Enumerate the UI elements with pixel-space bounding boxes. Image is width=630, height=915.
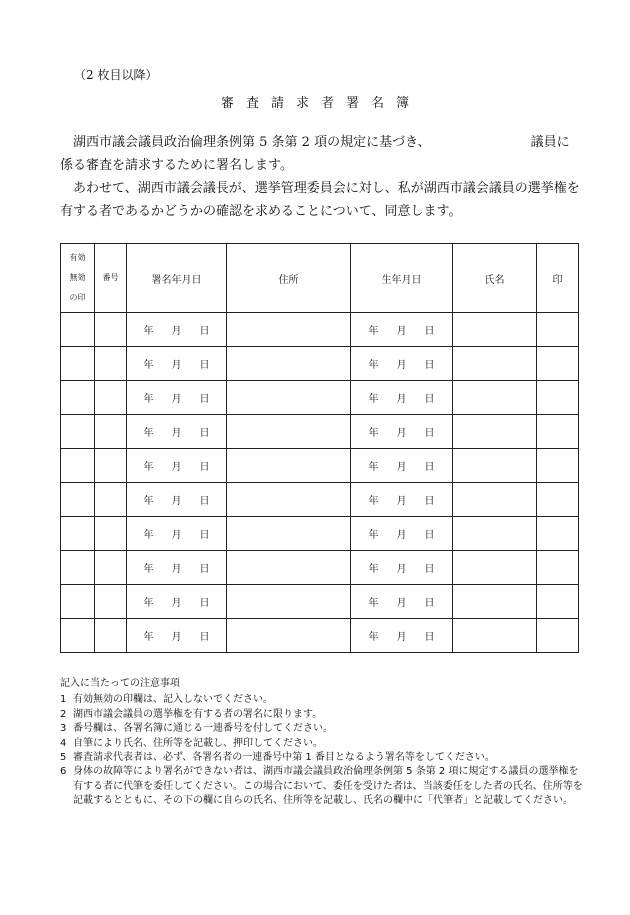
date-unit-month: 月: [396, 462, 407, 473]
date-units: [351, 628, 452, 643]
instruction-number: 6: [60, 766, 67, 778]
date-unit-month: 月: [171, 530, 182, 541]
date-unit-year: 年: [143, 496, 154, 507]
valid-invalid-seal-cell[interactable]: [61, 517, 95, 551]
instructions-heading: 記入に当たっての注意事項: [60, 678, 180, 689]
date-units: [351, 526, 452, 541]
header-address: 住所: [227, 244, 351, 313]
date-units: [351, 390, 452, 405]
date-unit-year: 年: [143, 394, 154, 405]
sheet-order-note: （2 枚目以降）: [74, 68, 158, 82]
number-cell[interactable]: [95, 347, 127, 381]
header-valid-line-1: 有効: [69, 253, 86, 262]
date-unit-month: 月: [171, 564, 182, 575]
date-unit-month: 月: [396, 564, 407, 575]
signed-date-cell[interactable]: [127, 483, 227, 517]
intro-paragraph-2: [60, 177, 580, 223]
date-unit-year: 年: [368, 598, 379, 609]
number-cell[interactable]: [95, 517, 127, 551]
header-number: 番号: [95, 244, 127, 313]
date-units: [127, 560, 226, 575]
date-units: [351, 322, 452, 337]
address-cell[interactable]: [227, 347, 351, 381]
date-units: [351, 594, 452, 609]
signed-date-cell[interactable]: [127, 313, 227, 347]
date-unit-month: 月: [171, 428, 182, 439]
date-units: [351, 458, 452, 473]
date-unit-month: 月: [396, 326, 407, 337]
header-valid-line-2: 無効: [69, 273, 86, 282]
address-cell[interactable]: [227, 551, 351, 585]
date-units: [127, 356, 226, 371]
signature-row: [61, 347, 579, 381]
date-unit-day: 日: [424, 530, 435, 541]
signature-row: [61, 585, 579, 619]
name-cell[interactable]: [453, 619, 537, 653]
valid-invalid-seal-cell[interactable]: [61, 347, 95, 381]
signature-row: [61, 483, 579, 517]
date-units: [127, 458, 226, 473]
intro-paragraph-1: [60, 131, 580, 177]
intro-paragraph-2-text: あわせて、湖西市議会議長が、選挙管理委員会に対し、私が湖西市議会議員の選挙権を有する者であるかどうかの確認を求めることについて、同意します。: [60, 181, 580, 219]
date-unit-year: 年: [143, 598, 154, 609]
date-unit-year: 年: [368, 462, 379, 473]
date-unit-day: 日: [199, 428, 210, 439]
valid-invalid-seal-cell[interactable]: [61, 381, 95, 415]
instructions-list: [60, 693, 585, 808]
date-unit-month: 月: [171, 326, 182, 337]
signature-table-header: [61, 244, 579, 313]
number-cell[interactable]: [95, 313, 127, 347]
date-unit-year: 年: [368, 360, 379, 371]
birth-date-cell[interactable]: [351, 381, 453, 415]
intro-paragraph-1-after: 議員に係る審査を請求するために署名します。: [60, 135, 570, 173]
header-valid-invalid-seal: [61, 244, 95, 313]
birth-date-cell[interactable]: [351, 313, 453, 347]
date-unit-day: 日: [199, 462, 210, 473]
name-cell[interactable]: [453, 347, 537, 381]
signed-date-cell[interactable]: [127, 449, 227, 483]
seal-cell[interactable]: [537, 551, 579, 585]
address-cell[interactable]: [227, 381, 351, 415]
signature-row: [61, 313, 579, 347]
name-cell[interactable]: [453, 551, 537, 585]
birth-date-cell[interactable]: [351, 517, 453, 551]
seal-cell[interactable]: [537, 449, 579, 483]
date-units: [127, 390, 226, 405]
date-unit-day: 日: [424, 632, 435, 643]
date-unit-month: 月: [396, 394, 407, 405]
signature-row: [61, 619, 579, 653]
date-unit-year: 年: [368, 632, 379, 643]
date-unit-day: 日: [199, 530, 210, 541]
instruction-item: [60, 751, 585, 765]
name-cell[interactable]: [453, 449, 537, 483]
address-cell[interactable]: [227, 585, 351, 619]
date-unit-day: 日: [199, 394, 210, 405]
name-cell[interactable]: [453, 415, 537, 449]
name-cell[interactable]: [453, 483, 537, 517]
date-unit-day: 日: [424, 462, 435, 473]
header-seal: 印: [537, 244, 579, 313]
seal-cell[interactable]: [537, 381, 579, 415]
birth-date-cell[interactable]: [351, 619, 453, 653]
signature-table: [60, 243, 579, 653]
date-units: [127, 322, 226, 337]
birth-date-cell[interactable]: [351, 415, 453, 449]
intro-paragraph-1-before: 湖西市議会議員政治倫理条例第 5 条第 2 項の規定に基づき、: [73, 135, 431, 150]
date-unit-day: 日: [199, 360, 210, 371]
number-cell[interactable]: [95, 381, 127, 415]
date-unit-month: 月: [171, 462, 182, 473]
date-unit-day: 日: [199, 326, 210, 337]
date-unit-month: 月: [396, 360, 407, 371]
date-unit-day: 日: [199, 564, 210, 575]
date-unit-day: 日: [424, 360, 435, 371]
instructions-section: [60, 677, 585, 809]
name-cell[interactable]: [453, 517, 537, 551]
date-unit-month: 月: [396, 428, 407, 439]
instruction-text: 湖西市議会議員の選挙権を有する者の署名に限ります。: [73, 708, 323, 720]
signature-row: [61, 381, 579, 415]
header-signed-date: 署名年月日: [127, 244, 227, 313]
header-birth-date: 生年月日: [351, 244, 453, 313]
date-unit-month: 月: [396, 496, 407, 507]
signed-date-cell[interactable]: [127, 347, 227, 381]
signature-row: [61, 517, 579, 551]
instruction-text: 番号欄は、各署名簿に通じる一連番号を付してください。: [73, 723, 333, 735]
address-cell[interactable]: [227, 449, 351, 483]
address-cell[interactable]: [227, 483, 351, 517]
instruction-number: 5: [60, 752, 67, 764]
number-cell[interactable]: [95, 449, 127, 483]
date-unit-year: 年: [143, 360, 154, 371]
address-cell[interactable]: [227, 313, 351, 347]
valid-invalid-seal-cell[interactable]: [61, 585, 95, 619]
seal-cell[interactable]: [537, 619, 579, 653]
date-units: [127, 594, 226, 609]
signed-date-cell[interactable]: [127, 415, 227, 449]
number-cell[interactable]: [95, 415, 127, 449]
number-cell[interactable]: [95, 619, 127, 653]
date-unit-year: 年: [143, 530, 154, 541]
date-unit-year: 年: [368, 496, 379, 507]
signature-table-body: [61, 313, 579, 653]
date-unit-year: 年: [143, 564, 154, 575]
date-unit-month: 月: [171, 598, 182, 609]
date-unit-day: 日: [424, 394, 435, 405]
date-unit-day: 日: [424, 598, 435, 609]
signed-date-cell[interactable]: [127, 381, 227, 415]
instruction-text: 身体の故障等により署名ができない者は、湖西市議会議員政治倫理条例第 5 条第 2 項に規定する議員の選挙権を有する者に代筆を委任してください。この場合において、委任を受けた者は、当該委任をした者の氏名、住所等を記載するとともに、その下の欄に自らの氏名、住所等を記載し、氏名の欄中に「代筆者」と記載してください。: [73, 766, 583, 807]
number-cell[interactable]: [95, 585, 127, 619]
date-unit-day: 日: [199, 598, 210, 609]
valid-invalid-seal-cell[interactable]: [61, 619, 95, 653]
name-cell[interactable]: [453, 313, 537, 347]
number-cell[interactable]: [95, 551, 127, 585]
signed-date-cell[interactable]: [127, 517, 227, 551]
date-unit-year: 年: [143, 326, 154, 337]
signed-date-cell[interactable]: [127, 551, 227, 585]
header-name: 氏名: [453, 244, 537, 313]
seal-cell[interactable]: [537, 415, 579, 449]
instruction-item: [60, 708, 585, 722]
valid-invalid-seal-cell[interactable]: [61, 551, 95, 585]
valid-invalid-seal-cell[interactable]: [61, 483, 95, 517]
birth-date-cell[interactable]: [351, 585, 453, 619]
document-title: 審査請求者署名簿: [220, 96, 421, 111]
date-unit-month: 月: [171, 496, 182, 507]
signed-date-cell[interactable]: [127, 619, 227, 653]
date-units: [127, 424, 226, 439]
date-units: [351, 560, 452, 575]
instruction-item: [60, 693, 585, 707]
birth-date-cell[interactable]: [351, 449, 453, 483]
date-unit-day: 日: [199, 632, 210, 643]
date-units: [127, 526, 226, 541]
seal-cell[interactable]: [537, 585, 579, 619]
signed-date-cell[interactable]: [127, 585, 227, 619]
instruction-text: 自筆により氏名、住所等を記載し、押印してください。: [73, 737, 323, 749]
instruction-number: 2: [60, 708, 67, 720]
date-unit-year: 年: [143, 428, 154, 439]
valid-invalid-seal-cell[interactable]: [61, 313, 95, 347]
seal-cell[interactable]: [537, 313, 579, 347]
instruction-text: 有効無効の印欄は、記入しないでください。: [73, 694, 273, 706]
address-cell[interactable]: [227, 619, 351, 653]
date-unit-year: 年: [368, 326, 379, 337]
signature-row: [61, 415, 579, 449]
instruction-item: [60, 765, 585, 808]
seal-cell[interactable]: [537, 347, 579, 381]
seal-cell[interactable]: [537, 483, 579, 517]
date-units: [127, 628, 226, 643]
date-unit-month: 月: [171, 394, 182, 405]
date-units: [127, 492, 226, 507]
date-units: [351, 356, 452, 371]
signature-row: [61, 449, 579, 483]
valid-invalid-seal-cell[interactable]: [61, 415, 95, 449]
instruction-number: 4: [60, 737, 67, 749]
date-unit-month: 月: [396, 632, 407, 643]
seal-cell[interactable]: [537, 517, 579, 551]
header-valid-line-3: の印: [69, 293, 86, 302]
date-unit-day: 日: [424, 496, 435, 507]
date-unit-year: 年: [368, 428, 379, 439]
instruction-number: 3: [60, 723, 67, 735]
address-cell[interactable]: [227, 517, 351, 551]
date-unit-month: 月: [171, 360, 182, 371]
instruction-text: 審査請求代表者は、必ず、各署名者の一連番号中第 1 番目となるよう署名等をしてください。: [73, 752, 495, 764]
date-unit-day: 日: [424, 564, 435, 575]
date-unit-year: 年: [143, 462, 154, 473]
date-units: [351, 492, 452, 507]
date-unit-month: 月: [171, 632, 182, 643]
birth-date-cell[interactable]: [351, 551, 453, 585]
date-unit-year: 年: [143, 632, 154, 643]
date-unit-year: 年: [368, 394, 379, 405]
date-unit-year: 年: [368, 564, 379, 575]
instruction-item: [60, 737, 585, 751]
birth-date-cell[interactable]: [351, 483, 453, 517]
date-units: [351, 424, 452, 439]
name-cell[interactable]: [453, 381, 537, 415]
valid-invalid-seal-cell[interactable]: [61, 449, 95, 483]
date-unit-day: 日: [199, 496, 210, 507]
address-cell[interactable]: [227, 415, 351, 449]
birth-date-cell[interactable]: [351, 347, 453, 381]
instruction-item: [60, 722, 585, 736]
name-cell[interactable]: [453, 585, 537, 619]
date-unit-year: 年: [368, 530, 379, 541]
instruction-number: 1: [60, 694, 67, 706]
signature-row: [61, 551, 579, 585]
date-unit-day: 日: [424, 326, 435, 337]
date-unit-day: 日: [424, 428, 435, 439]
number-cell[interactable]: [95, 483, 127, 517]
date-unit-month: 月: [396, 598, 407, 609]
date-unit-month: 月: [396, 530, 407, 541]
